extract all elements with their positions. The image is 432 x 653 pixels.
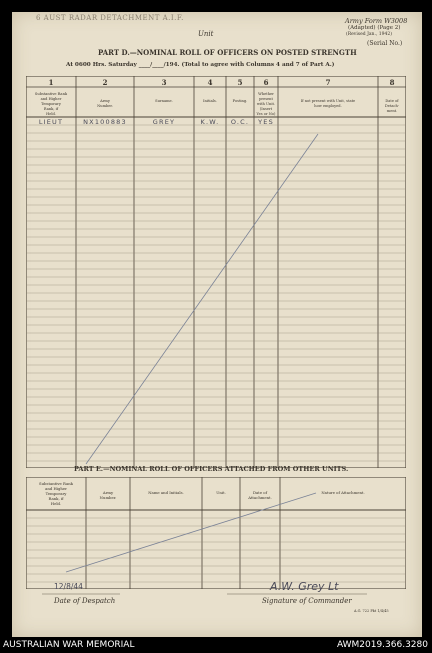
- part-d-cell-present: YES: [258, 118, 274, 126]
- part-e-column-header: Army: [102, 490, 114, 495]
- despatch-date-value: 12/8/44: [54, 582, 83, 591]
- form-sheet: [12, 12, 422, 637]
- part-d-column-header: present: [259, 97, 273, 101]
- part-d-cell-surname: GREY: [152, 118, 176, 126]
- footer-fields: [12, 572, 422, 622]
- part-d-column-number: 3: [161, 78, 167, 87]
- part-d-column-header: Army: [100, 99, 110, 103]
- caption-bar: [0, 637, 432, 653]
- part-e-column-header: Attachment.: [248, 495, 272, 500]
- part-d-column-header: ment.: [386, 109, 398, 113]
- part-d-column-header: Number.: [97, 104, 113, 108]
- commander-signature: A.W. Grey Lt: [270, 580, 339, 593]
- part-d-cell-rank: LIEUT: [38, 118, 64, 126]
- unit-name: 6 AUST RADAR DETACHMENT A.I.F.: [36, 14, 184, 22]
- form-id: Army Form W3008: [345, 17, 408, 25]
- form-adapted: (Adapted) (Page 2): [348, 25, 401, 31]
- part-d-column-header: Temporary: [41, 102, 61, 106]
- part-d-column-header: Surname.: [155, 99, 173, 103]
- part-e-column-header: Nature of Attachment.: [321, 490, 365, 495]
- serial-label: (Serial No.): [367, 40, 403, 47]
- part-e-column-header: Name and Initials.: [148, 490, 184, 495]
- part-d-column-header: Date of: [385, 99, 399, 103]
- part-e-column-header: Rank, if: [48, 496, 64, 501]
- part-d-column-header: Substantive Rank: [34, 92, 68, 96]
- part-d-column-header: Whether: [258, 92, 274, 96]
- part-d-column-number: 8: [389, 78, 395, 87]
- despatch-label: Date of Despatch: [54, 597, 116, 605]
- unit-label: Unit: [198, 30, 214, 38]
- part-d-cell-posting: O.C.: [230, 118, 250, 126]
- part-e-column-header: Unit.: [216, 490, 226, 495]
- part-d-column-number: 7: [325, 78, 331, 87]
- part-d-border: [26, 76, 406, 468]
- part-d-column-header: Yes or No): [256, 112, 276, 116]
- part-d-column-header: with Unit.: [256, 102, 276, 106]
- part-d-column-header: and Higher: [40, 97, 62, 101]
- part-e-column-header: Held.: [50, 501, 62, 506]
- signature-label: Signature of Commander: [262, 597, 352, 605]
- part-d-column-header: how employed.: [314, 104, 342, 108]
- part-d-column-header: If not present with Unit, state: [300, 99, 356, 103]
- part-d-title: PART D.—NOMINAL ROLL OF OFFICERS ON POSTED STRENGTH: [98, 48, 357, 57]
- part-d-column-header: Held.: [46, 112, 56, 116]
- part-e-column-header: Date of: [253, 490, 267, 495]
- part-d-column-header: Initials.: [203, 99, 217, 103]
- part-d-date-line: At 0600 Hrs. Saturday ____/____/194. (Total to agree with Columns 4 and 7 of Part A.): [66, 62, 335, 68]
- part-d-column-header: Rank, if: [43, 107, 59, 111]
- part-d-cell-initials: K.W.: [200, 118, 220, 126]
- part-d-column-header: (Insert: [259, 107, 273, 111]
- part-e-column-header: Number.: [99, 495, 117, 500]
- part-d-column-number: 6: [263, 78, 269, 87]
- printer-note: A.G. 722 Pkt 1/4/45: [354, 609, 389, 613]
- part-e-title: PART E.—NOMINAL ROLL OF OFFICERS ATTACHED FROM OTHER UNITS.: [74, 465, 349, 473]
- form-revised: (Revised Jan., 1942): [346, 32, 392, 37]
- part-e-column-header: Substantive Rank: [39, 481, 73, 486]
- part-e-column-header: and Higher: [45, 486, 67, 491]
- part-d-column-header: Posting.: [232, 99, 248, 103]
- caption-left: AUSTRALIAN WAR MEMORIAL: [3, 640, 135, 650]
- part-d-column-number: 4: [207, 78, 213, 87]
- part-d-table: [26, 76, 406, 468]
- part-d-column-number: 2: [102, 78, 108, 87]
- caption-right: AWM2019.366.3280: [336, 640, 428, 650]
- part-d-column-number: 5: [237, 78, 243, 87]
- part-e-column-header: Temporary: [45, 491, 67, 496]
- part-d-cell-number: NX100883: [83, 118, 127, 126]
- part-d-cancel-stroke: [86, 134, 318, 464]
- part-e-cancel-stroke: [66, 493, 316, 572]
- part-d-column-header: Detach-: [384, 104, 400, 108]
- part-d-column-number: 1: [48, 78, 54, 87]
